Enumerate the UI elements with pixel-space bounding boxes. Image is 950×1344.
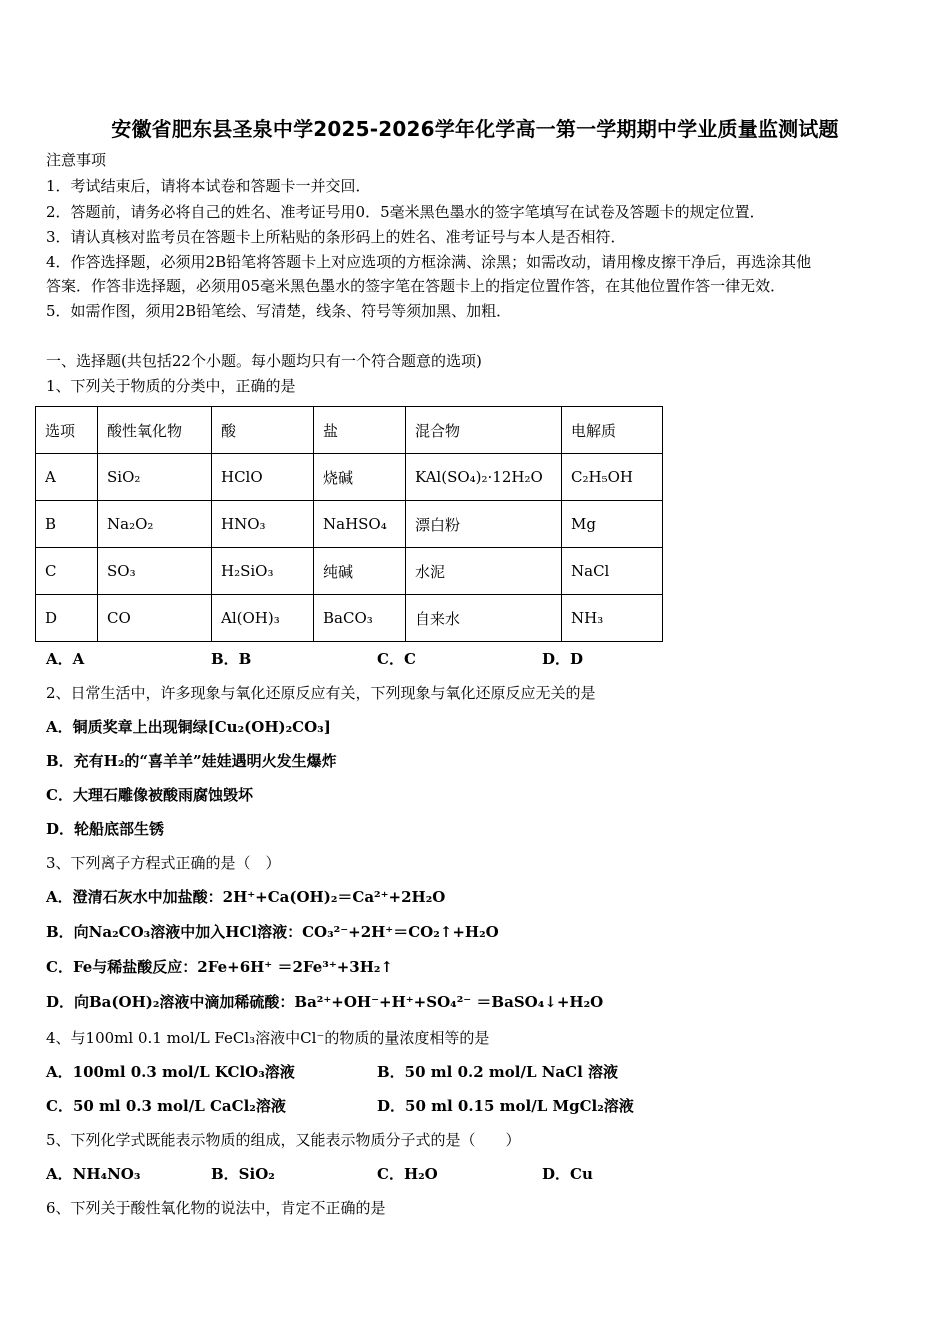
- table-cell: Na₂O₂: [98, 501, 212, 548]
- table-header: 盐: [314, 407, 406, 454]
- table-cell: 纯碱: [314, 548, 406, 595]
- exam-title: 安徽省肥东县圣泉中学2025-2026学年化学高一第一学期期中学业质量监测试题: [111, 117, 839, 141]
- table-cell: HClO: [212, 454, 314, 501]
- notice-item: 5．如需作图，须用2B铅笔绘、写清楚，线条、符号等须加黑、加粗．: [46, 302, 512, 320]
- answer-option: D．50 ml 0.15 mol/L MgCl₂溶液: [377, 1097, 634, 1115]
- answer-option: B．充有H₂的“喜羊羊”娃娃遇明火发生爆炸: [46, 752, 337, 770]
- table-row: [36, 595, 663, 642]
- table-row: [36, 454, 663, 501]
- question-3-stem: 3、下列离子方程式正确的是（ ）: [46, 854, 281, 872]
- question-1-stem: 1、下列关于物质的分类中，正确的是: [46, 377, 296, 395]
- table-cell: KAl(SO₄)₂·12H₂O: [406, 454, 562, 501]
- table-cell: BaCO₃: [314, 595, 406, 642]
- answer-option: C．Fe与稀盐酸反应：2Fe+6H⁺ ＝2Fe³⁺+3H₂↑: [46, 958, 394, 976]
- question-2-stem: 2、日常生活中，许多现象与氧化还原反应有关，下列现象与氧化还原反应无关的是: [46, 684, 596, 702]
- table-cell: SiO₂: [98, 454, 212, 501]
- table-cell: NaCl: [562, 548, 663, 595]
- notice-item: 4．作答选择题，必须用2B铅笔将答题卡上对应选项的方框涂满、涂黑；如需改动，请用橡皮擦干净后，再选涂其他: [46, 253, 812, 271]
- answer-option: D．向Ba(OH)₂溶液中滴加稀硫酸：Ba²⁺+OH⁻+H⁺+SO₄²⁻ ＝BaSO₄↓+H₂O: [46, 993, 604, 1011]
- answer-option: D．D: [542, 650, 584, 668]
- table-cell: NaHSO₄: [314, 501, 406, 548]
- table-cell: 烧碱: [314, 454, 406, 501]
- table-row: [36, 548, 663, 595]
- table-cell: B: [36, 501, 98, 548]
- question-6-stem: 6、下列关于酸性氧化物的说法中，肯定不正确的是: [46, 1199, 386, 1217]
- table-cell: HNO₃: [212, 501, 314, 548]
- table-header: 混合物: [406, 407, 562, 454]
- table-cell: D: [36, 595, 98, 642]
- answer-option: C．C: [377, 650, 416, 668]
- notice-item: 答案．作答非选择题，必须用05毫米黑色墨水的签字笔在答题卡上的指定位置作答，在其他位置作答一律无效．: [46, 277, 786, 295]
- table-header-row: [36, 407, 663, 454]
- answer-option: B．B: [211, 650, 252, 668]
- table-cell: C: [36, 548, 98, 595]
- table-header: 电解质: [562, 407, 663, 454]
- answer-option: C．H₂O: [377, 1165, 438, 1183]
- table-cell: Mg: [562, 501, 663, 548]
- table-header: 选项: [36, 407, 98, 454]
- answer-option: C．大理石雕像被酸雨腐蚀毁坏: [46, 786, 253, 804]
- table-header: 酸性氧化物: [98, 407, 212, 454]
- answer-option: D．Cu: [542, 1165, 593, 1183]
- table-cell: 水泥: [406, 548, 562, 595]
- question-4-stem: 4、与100ml 0.1 mol/L FeCl₃溶液中Cl⁻的物质的量浓度相等的是: [46, 1029, 490, 1047]
- classification-table: [35, 406, 663, 642]
- answer-option: A．100ml 0.3 mol/L KClO₃溶液: [46, 1063, 295, 1081]
- answer-option: D．轮船底部生锈: [46, 820, 165, 838]
- notice-item: 2．答题前，请务必将自己的姓名、准考证号用0．5毫米黑色墨水的签字笔填写在试卷及答题卡的规定位置．: [46, 203, 765, 221]
- table-cell: SO₃: [98, 548, 212, 595]
- table-cell: C₂H₅OH: [562, 454, 663, 501]
- table-cell: NH₃: [562, 595, 663, 642]
- answer-option: B．SiO₂: [211, 1165, 275, 1183]
- table-cell: 漂白粉: [406, 501, 562, 548]
- section-heading: 一、选择题(共包括22个小题。每小题均只有一个符合题意的选项): [46, 352, 482, 370]
- answer-option: B．向Na₂CO₃溶液中加入HCl溶液：CO₃²⁻+2H⁺＝CO₂↑+H₂O: [46, 923, 499, 941]
- question-5-stem: 5、下列化学式既能表示物质的组成，又能表示物质分子式的是（ ）: [46, 1131, 521, 1149]
- notice-item: 3．请认真核对监考员在答题卡上所粘贴的条形码上的姓名、准考证号与本人是否相符．: [46, 228, 626, 246]
- answer-option: B．50 ml 0.2 mol/L NaCl 溶液: [377, 1063, 618, 1081]
- table-header: 酸: [212, 407, 314, 454]
- table-cell: 自来水: [406, 595, 562, 642]
- answer-option: A．A: [46, 650, 85, 668]
- table-cell: A: [36, 454, 98, 501]
- answer-option: A．铜质奖章上出现铜绿[Cu₂(OH)₂CO₃]: [46, 718, 331, 736]
- table-cell: Al(OH)₃: [212, 595, 314, 642]
- notice-item: 1．考试结束后，请将本试卷和答题卡一并交回．: [46, 177, 371, 195]
- notice-heading: 注意事项: [46, 151, 107, 169]
- answer-option: C．50 ml 0.3 mol/L CaCl₂溶液: [46, 1097, 286, 1115]
- answer-option: A．NH₄NO₃: [46, 1165, 141, 1183]
- table-row: [36, 501, 663, 548]
- answer-option: A．澄清石灰水中加盐酸：2H⁺+Ca(OH)₂＝Ca²⁺+2H₂O: [46, 888, 446, 906]
- table-cell: H₂SiO₃: [212, 548, 314, 595]
- table-cell: CO: [98, 595, 212, 642]
